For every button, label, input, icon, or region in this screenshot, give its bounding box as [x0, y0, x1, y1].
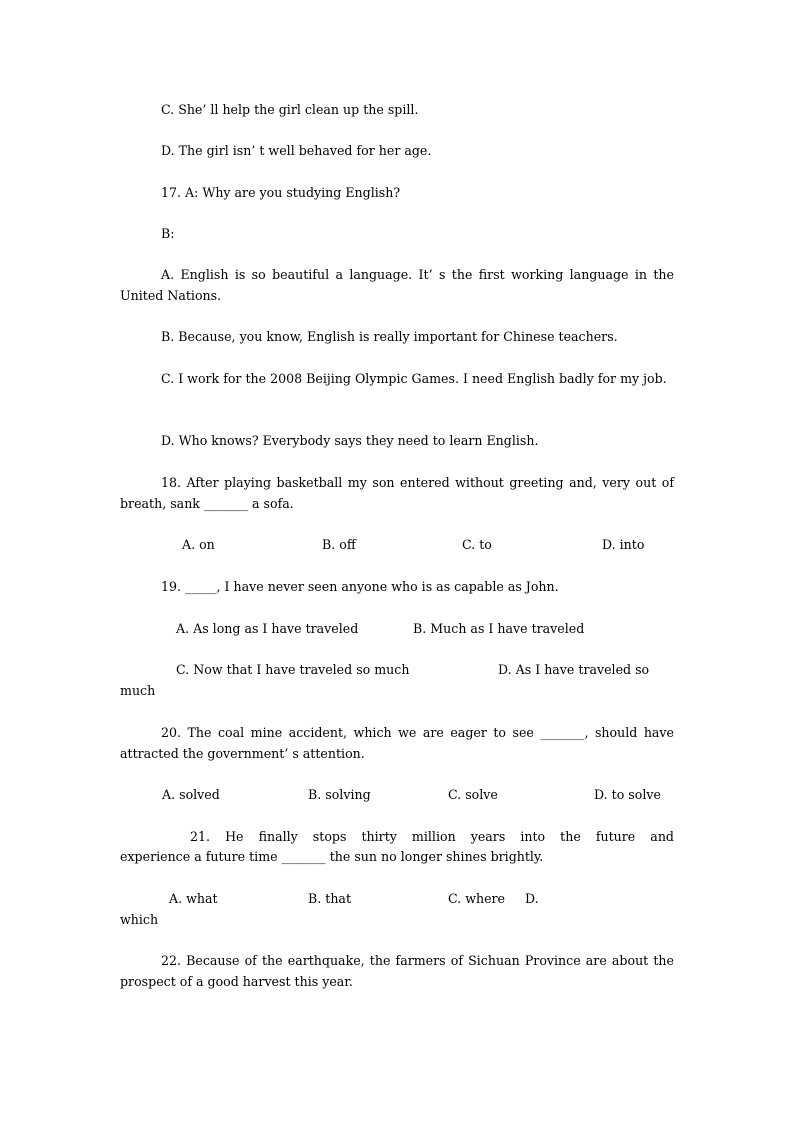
q16-option-c: C. She’ ll help the girl clean up the spill. [161, 102, 419, 117]
q20-option-c: C. solve [448, 787, 498, 802]
q17-prompt: 17. A: Why are you studying English? [161, 185, 401, 200]
q16-option-d: D. The girl isn’ t well behaved for her age. [161, 143, 432, 158]
q17-option-a: A. English is so beautiful a language. It’ s the first working language in the United Nations. [120, 267, 674, 303]
q19-option-d: D. As I have traveled so [498, 662, 650, 677]
q21-option-d: D. [525, 891, 539, 906]
q22-prompt: 22. Because of the earthquake, the farmers of Sichuan Province are about the prospect of a good harvest this year. [120, 953, 674, 989]
q18-option-d: D. into [602, 537, 645, 552]
q21-prompt-line2: experience a future time _______ the sun no longer shines brightly. [120, 849, 544, 864]
q19-option-d-continued: much [120, 683, 156, 698]
q21-option-a: A. what [169, 891, 218, 906]
q21-option-d-continued: which [120, 912, 159, 927]
q20-option-a: A. solved [162, 787, 220, 802]
q19-option-a: A. As long as I have traveled [176, 621, 359, 636]
q17-option-b: B. Because, you know, English is really important for Chinese teachers. [161, 329, 618, 344]
q18-prompt: 18. After playing basketball my son entered without greeting and, very out of breath, sank _______ a sofa. [120, 475, 674, 511]
q21-option-b: B. that [308, 891, 352, 906]
q17-option-d: D. Who knows? Everybody says they need to learn English. [161, 433, 539, 448]
q17-reply-label: B: [161, 226, 175, 241]
q18-option-b: B. off [322, 537, 356, 552]
q20-option-d: D. to solve [594, 787, 661, 802]
q19-option-b: B. Much as I have traveled [413, 621, 585, 636]
q19-prompt: 19. _____, I have never seen anyone who is as capable as John. [161, 579, 559, 594]
q21-option-c: C. where [448, 891, 506, 906]
q17-option-c: C. I work for the 2008 Beijing Olympic Games. I need English badly for my job. [161, 371, 667, 386]
q18-option-a: A. on [182, 537, 215, 552]
q19-option-c: C. Now that I have traveled so much [176, 662, 410, 677]
q20-option-b: B. solving [308, 787, 371, 802]
q21-prompt-line1: 21. He finally stops thirty million years into the future and [190, 829, 674, 844]
q20-prompt: 20. The coal mine accident, which we are eager to see _______, should have attracted the government’ s attention. [120, 725, 674, 761]
q18-option-c: C. to [462, 537, 492, 552]
